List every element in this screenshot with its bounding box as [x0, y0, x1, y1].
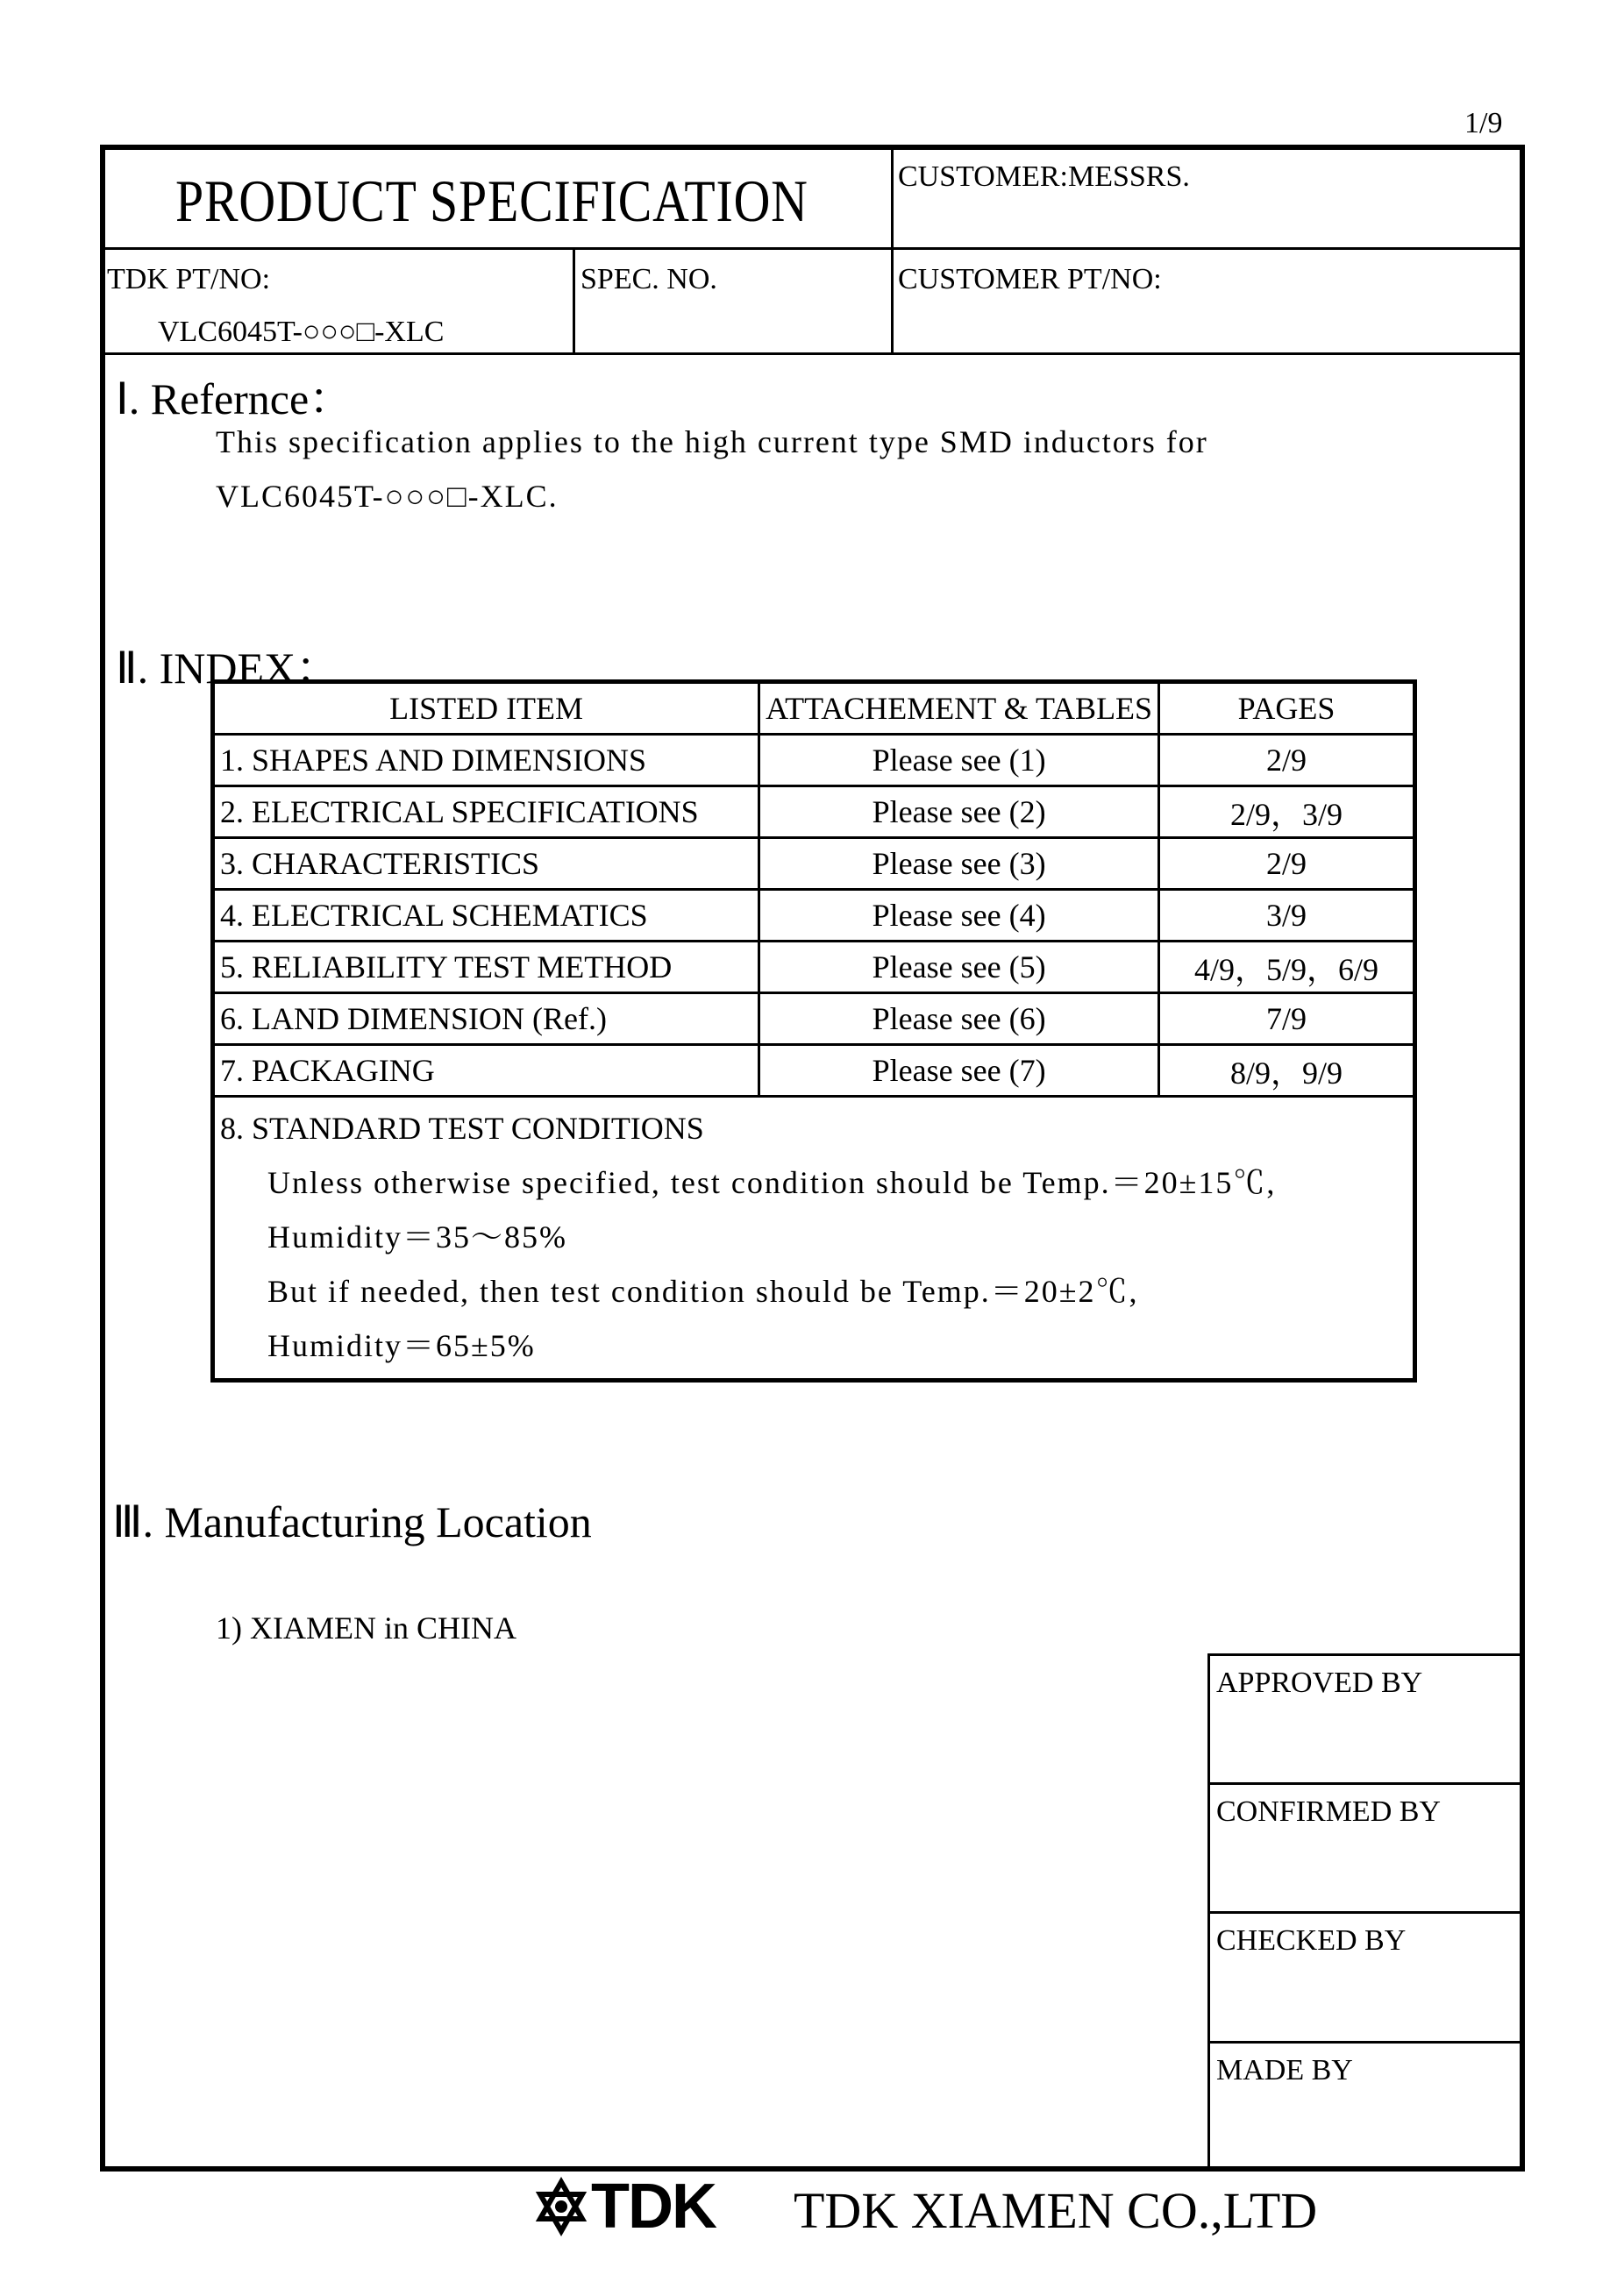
page-ref: 8/9，9/9 — [1159, 1045, 1415, 1097]
attachment-ref: Please see (7) — [759, 1045, 1159, 1097]
customer-pt-label: CUSTOMER PT/NO: — [898, 263, 1162, 295]
page-ref: 4/9，5/9，6/9 — [1159, 942, 1415, 993]
index-table — [210, 679, 1417, 1383]
confirmed-by-label: CONFIRMED BY — [1216, 1795, 1441, 1828]
reference-text: This specification applies to the high current type SMD inductors for — [216, 424, 1208, 459]
attachment-ref: Please see (4) — [759, 890, 1159, 942]
page-ref: 2/9 — [1159, 838, 1415, 890]
column-header: ATTACHEMENT & TABLES — [759, 682, 1159, 735]
approved-by-box — [1207, 1653, 1525, 1782]
page-ref: 2/9，3/9 — [1159, 786, 1415, 838]
reference-heading: Ⅰ. Refernce： — [116, 374, 353, 423]
listed-item: 4. ELECTRICAL SCHEMATICS — [213, 890, 759, 942]
made-by-label: MADE BY — [1216, 2054, 1353, 2086]
page-ref: 2/9 — [1159, 735, 1415, 786]
attachment-ref: Please see (2) — [759, 786, 1159, 838]
standard-conditions-text: Unless otherwise specified, test condition should be Temp.＝20±15℃, — [267, 1165, 1277, 1200]
listed-item: 2. ELECTRICAL SPECIFICATIONS — [213, 786, 759, 838]
standard-conditions-cell — [213, 1097, 1415, 1381]
attachment-ref: Please see (1) — [759, 735, 1159, 786]
listed-item: 7. PACKAGING — [213, 1045, 759, 1097]
table-row — [213, 1045, 1415, 1097]
index-heading: Ⅱ. INDEX： — [116, 643, 340, 693]
customer-label: CUSTOMER:MESSRS. — [898, 160, 1190, 193]
table-row — [213, 838, 1415, 890]
header-divider — [100, 247, 1525, 250]
header-divider — [573, 247, 575, 355]
confirmed-by-box — [1207, 1782, 1525, 1911]
listed-item: 3. CHARACTERISTICS — [213, 838, 759, 890]
table-row — [213, 735, 1415, 786]
manufacturing-location: 1) XIAMEN in CHINA — [216, 1610, 516, 1646]
standard-conditions-text: Humidity＝65±5% — [267, 1328, 536, 1363]
column-header: PAGES — [1159, 682, 1415, 735]
page-number: 1/9 — [1464, 107, 1503, 139]
listed-item: 1. SHAPES AND DIMENSIONS — [213, 735, 759, 786]
spec-no-label: SPEC. NO. — [581, 263, 717, 295]
column-header: LISTED ITEM — [213, 682, 759, 735]
manufacturing-heading: Ⅲ. Manufacturing Location — [112, 1497, 592, 1546]
page-ref: 7/9 — [1159, 993, 1415, 1045]
tdk-logo-icon — [533, 2170, 761, 2240]
checked-by-box — [1207, 1911, 1525, 2041]
page-ref: 3/9 — [1159, 890, 1415, 942]
table-row — [213, 993, 1415, 1045]
company-name: TDK XIAMEN CO.,LTD — [794, 2182, 1318, 2239]
made-by-box — [1207, 2041, 1525, 2172]
checked-by-label: CHECKED BY — [1216, 1924, 1407, 1957]
attachment-ref: Please see (3) — [759, 838, 1159, 890]
header-divider — [891, 145, 894, 355]
table-row — [213, 890, 1415, 942]
tdk-pt-value: VLC6045T-○○○□-XLC — [158, 316, 445, 348]
table-row — [213, 786, 1415, 838]
table-header-row — [213, 682, 1415, 735]
tdk-pt-label: TDK PT/NO: — [107, 263, 271, 295]
attachment-ref: Please see (5) — [759, 942, 1159, 993]
tdk-logo-text: TDK — [591, 2172, 716, 2240]
tdk-logo — [533, 2170, 761, 2244]
header-divider — [100, 352, 1525, 355]
page-title: PRODUCT SPECIFICATION — [175, 167, 808, 234]
standard-conditions-text: Humidity＝35～85% — [267, 1219, 567, 1255]
table-row — [213, 942, 1415, 993]
listed-item: 5. RELIABILITY TEST METHOD — [213, 942, 759, 993]
approved-by-label: APPROVED BY — [1216, 1667, 1423, 1699]
listed-item: 6. LAND DIMENSION (Ref.) — [213, 993, 759, 1045]
standard-conditions-title: 8. STANDARD TEST CONDITIONS — [220, 1111, 704, 1146]
standard-conditions-row — [213, 1097, 1415, 1381]
attachment-ref: Please see (6) — [759, 993, 1159, 1045]
standard-conditions-text: But if needed, then test condition should be Temp.＝20±2℃, — [267, 1274, 1139, 1309]
reference-text: VLC6045T-○○○□-XLC. — [216, 479, 559, 514]
